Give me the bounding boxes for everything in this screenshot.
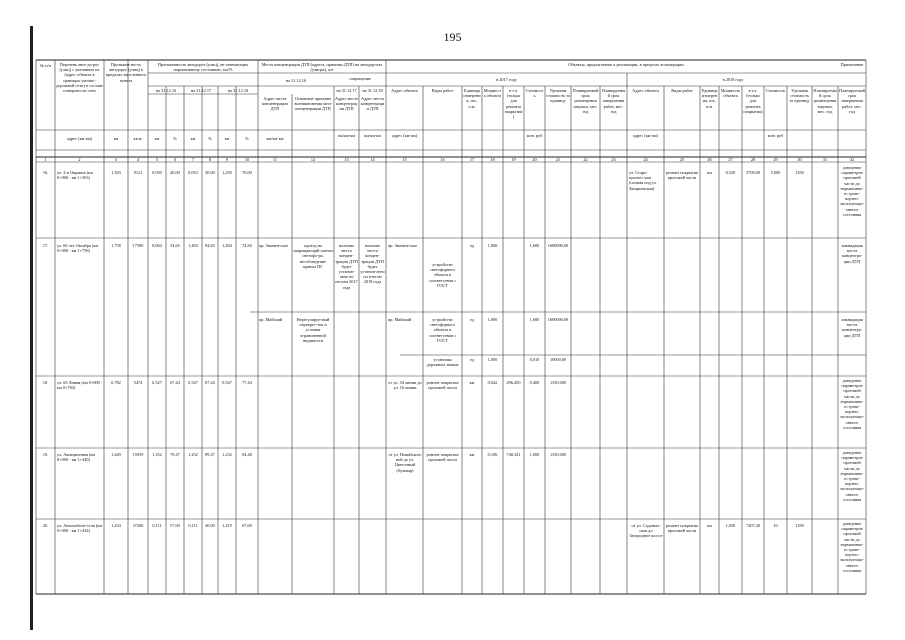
row-road: ул. Авиационная (км 0+000 - км 1+449): [57, 452, 96, 463]
header-2018: в 2018 году: [722, 77, 744, 82]
col-number: 13: [344, 157, 349, 162]
row-addr17: от ул. 34 линии до ул. 16 линии: [388, 380, 422, 391]
header-note: Примечание: [840, 62, 864, 67]
col-number: 27: [728, 157, 733, 162]
row-works18: ремонт покрытия проезжей части: [666, 523, 698, 534]
header-dtp-17: на 31.12.17: [336, 88, 357, 93]
row-cost17: 1,600: [529, 317, 540, 322]
unit-2: адрес (км-км): [66, 136, 93, 141]
header-num: № п/п: [40, 63, 51, 68]
sub-16: Виды работ: [431, 88, 454, 93]
row-note: доведение параметров проезжей части до нормативно-го транс-портно-эксплуатаци-онного состояния: [840, 378, 864, 430]
col-number: 7: [191, 157, 195, 162]
page-number: 195: [443, 30, 462, 44]
header-nonnorm-17: на 31.12.17: [190, 88, 212, 93]
row-addr17: пр. Майский: [388, 317, 412, 322]
row-udel17: 1600000,00: [547, 243, 569, 248]
col-number: 26: [707, 157, 712, 162]
header-nonnorm: Протяженность автодорог (улиц), не отвечающих нормативному состоянию, км/%: [157, 62, 249, 72]
row-pct16: 67,44: [170, 380, 180, 385]
row-len: 1,303: [111, 170, 121, 175]
sub-27: Мощность объекта: [720, 88, 741, 99]
row-unit17b: ед: [469, 357, 475, 362]
row-area: 17580: [132, 243, 144, 248]
row-km18: 0,547: [222, 380, 232, 385]
row-km16: 0,111: [152, 523, 162, 528]
row-works17: ремонт покрытия проезжей части: [426, 452, 459, 463]
row-num: 16.: [42, 170, 49, 175]
row-area: 5474: [133, 380, 143, 385]
header-dtp-reason: Основные причины возникновения мест концентрации ДТП: [294, 96, 332, 112]
row-works17: устройство светофорного объекта в соответствии с ГОСТ: [428, 262, 457, 288]
row-dtp-reason: Нерегулируе-мый перекрес-ток и условия ограниченной видимости: [296, 317, 330, 343]
unit-11: км/км-км: [266, 136, 284, 141]
row-pct17: 40,00: [205, 523, 215, 528]
row-road: ул. 65 Линия (км 0+000 - км 0+782): [57, 380, 103, 391]
row-pct17: 20,00: [205, 170, 215, 175]
row-num: 17.: [42, 243, 49, 248]
row-cost18: 5,000: [770, 170, 781, 175]
row-pct16: 40,00: [170, 170, 180, 175]
header-dtp-addr18: Адрес места концентрации ДТП: [360, 96, 385, 112]
col-number: 3: [114, 157, 118, 162]
sub-23: Планируемый срок завершения работ, мес. год: [601, 88, 626, 114]
header-2017: в 2017 году: [496, 77, 517, 82]
row-power17b: 1,000: [487, 357, 498, 362]
sub-19: в т.ч. (только для ремонта покрытия): [504, 88, 523, 120]
row-road: ул. Автомобиле-стоя (км 0+000 - км 1+434): [57, 523, 103, 534]
sub-31: Планируемый срок размещения закупки, мес. год: [813, 88, 837, 114]
sub-15: Адрес объекта: [391, 88, 418, 93]
row-km16: 0,527: [152, 380, 162, 385]
row-dtp-addr: пр. Майский: [259, 317, 283, 322]
row-cost17: 0,400: [529, 380, 540, 385]
col-number: 17: [469, 157, 475, 162]
row-pct18: 67,00: [242, 523, 252, 528]
row-unit17: км: [469, 452, 475, 457]
unit-8: %: [208, 136, 212, 141]
row-area: 9121: [133, 170, 143, 175]
row-len: 1,758: [111, 243, 121, 248]
row-works18: ремонт покрытия проезжей части: [666, 170, 698, 181]
row-pct17: 89,47: [205, 452, 215, 457]
row-unit17: ед: [469, 243, 475, 248]
header-objects: Объекты, предлагаемые к реализации, в пределах агломерации: [568, 62, 684, 67]
row-area18: 7407,40: [746, 523, 760, 528]
row-pct16: 57,00: [170, 523, 180, 528]
unit-7: км: [190, 136, 196, 141]
unit-20: млн. руб: [526, 133, 543, 138]
row-road: ул. 2-я Окраина (км 0+000 - км 1+303): [57, 170, 93, 181]
col-number: 21: [555, 157, 561, 162]
sub-24: Адрес объекта: [632, 88, 659, 93]
unit-15: адрес (км-км): [391, 133, 418, 138]
header-road: Перечень авто-до-рог (улиц) с указанием их (адрес объекта в границах улично-дорожной сети) в составе поверхности сети: [56, 62, 103, 94]
row-area17: 740,341: [506, 452, 521, 457]
row-km18: 1,232: [222, 452, 232, 457]
row-pct18: 77,44: [242, 380, 252, 385]
header-dtp-addr17: Адрес места концентрации ДТП: [335, 96, 358, 112]
unit-9: км: [224, 136, 230, 141]
row-addr18: ул. Старо-купечес-кая (полная под ул. Захарьевская): [629, 170, 657, 191]
row-num: 18.: [42, 380, 49, 385]
unit-24: адрес (км-км): [632, 133, 659, 138]
col-number: 20: [532, 157, 537, 162]
row-power17: 0,042: [487, 380, 498, 385]
col-number: 12: [310, 157, 316, 162]
sub-20: Стоимость: [525, 88, 544, 99]
col-number: 10: [244, 157, 250, 162]
unit-14: км/км-км: [363, 133, 382, 138]
row-num: 20.: [42, 523, 49, 528]
col-number: 6: [173, 157, 177, 162]
row-udel17: 1350,000: [549, 380, 567, 385]
header-nonnorm-16: на 31.12.16: [155, 88, 177, 93]
unit-6: %: [173, 136, 177, 141]
row-pct18: 74,84: [242, 243, 252, 248]
col-number: 16: [440, 157, 445, 162]
sub-32: Планируемый срок завершения работ, мес. год: [839, 88, 865, 114]
sub-25: Виды работ: [671, 88, 693, 93]
row-area: 37206: [132, 523, 144, 528]
row-power17: 0,106: [487, 452, 498, 457]
row-len: 1,449: [111, 452, 121, 457]
sub-22: Планируемый срок размещения закупки, мес. год: [572, 88, 599, 114]
row-addr18: от ул. Садовых-ская до Загородное шоссе: [629, 523, 663, 539]
col-number: 1: [44, 157, 47, 162]
unit-29: млн. руб: [767, 133, 784, 138]
col-number: 14: [370, 157, 375, 162]
header-dtp-18: на 31.12.18: [362, 88, 383, 93]
row-addr17: пр. Знамен-ское: [388, 243, 418, 248]
col-number: 8: [208, 157, 212, 162]
row-num: 19.: [42, 452, 49, 457]
col-number: 32: [849, 157, 855, 162]
row-udel18: 1350: [795, 523, 804, 528]
row-note: ликвидация места концентра-ции ДТП: [841, 317, 863, 338]
header-length: Протяжен-ность автодорог (улиц) в пределах населенного пункта: [105, 62, 147, 83]
row-unit17: км: [469, 380, 475, 385]
row-km18: 1,494: [222, 243, 232, 248]
row-dtp18: наличие места концен-трации ДТП будет установ-лено по итогам 2018 года: [360, 243, 385, 285]
row-cost17: 1,600: [529, 243, 540, 248]
col-number: 2: [78, 157, 81, 162]
sub-26: Единица измерения, шт., п.м.: [701, 88, 718, 109]
row-unit17: ед: [469, 317, 475, 322]
sub-18: Мощность объекта: [483, 88, 502, 99]
row-km18: 1,250: [222, 170, 232, 175]
row-road: ул. 60 лет Октября (км 0+000 - км 1+758): [57, 243, 99, 254]
col-number: 28: [750, 157, 756, 162]
col-number: 11: [272, 157, 278, 162]
row-pct17: 84,65: [205, 243, 215, 248]
row-area17: 296,200: [506, 380, 521, 385]
row-udel17: 1600000,00: [547, 317, 569, 322]
row-pct16: 79,47: [170, 452, 180, 457]
row-km16: 1,352: [152, 452, 162, 457]
row-km17: 0,111: [188, 523, 198, 528]
row-note: доведение параметров проезжей части до нормативно-го транс-портно-эксплуатаци-онного состояния: [840, 165, 864, 217]
row-cost17b: 0,010: [529, 357, 540, 362]
row-note: доведение параметров проезжей части до нормативно-го транс-портно-эксплуатаци-онного состояния: [840, 521, 864, 573]
row-pct16: 54,65: [170, 243, 180, 248]
col-number: 19: [511, 157, 516, 162]
row-km16: 0,050: [152, 170, 162, 175]
row-power18: 0,520: [725, 170, 736, 175]
header-nonnorm-18: на 31.12.18: [227, 88, 249, 93]
col-number: 4: [136, 157, 140, 162]
row-dtp-reason: проезд на запрещающий сигнал светофо-ра, несоблюдение правил ПС: [293, 243, 333, 269]
row-km18: 1,219: [222, 523, 232, 528]
row-len: 0,782: [111, 380, 121, 385]
row-len: 1,434: [111, 523, 121, 528]
row-power17: 1,000: [487, 317, 498, 322]
sub-21: Удельная стоимость за единицу: [546, 88, 570, 104]
row-udel17b: 10000,00: [549, 357, 567, 362]
row-cost18: 10: [773, 523, 778, 528]
unit-5: км: [154, 136, 160, 141]
row-unit18: км: [707, 523, 712, 528]
col-number: 15: [402, 157, 407, 162]
row-km17: 0,053: [188, 170, 198, 175]
col-number: 23: [611, 157, 616, 162]
row-note: ликвидация места концентра-ции ДТП: [841, 243, 863, 264]
row-works17: ремонт покрытия проезжей части: [426, 380, 459, 391]
unit-4: кв.м.: [133, 136, 143, 141]
col-number: 31: [822, 157, 828, 162]
col-number: 24: [643, 157, 648, 162]
row-works17: устройство светофорного объекта в соответствии с ГОСТ: [428, 317, 457, 343]
header-dtp-addr: Адрес места концентрации ДТП: [262, 96, 288, 112]
row-unit18: км: [707, 170, 712, 175]
row-km16: 0,064: [152, 243, 162, 248]
row-pct17: 87,44: [205, 380, 215, 385]
row-pct18: 70,00: [242, 170, 252, 175]
col-number: 18: [490, 157, 495, 162]
sub-17: Единица измерения, шт., п.м.: [463, 88, 481, 109]
sub-29: Стоимость: [765, 88, 786, 93]
header-dtp-reduce: сокращение: [349, 76, 371, 81]
row-area18: 3700,00: [746, 170, 760, 175]
row-cost17: 1,000: [529, 452, 540, 457]
col-number: 5: [155, 157, 159, 162]
unit-13: км/км-км: [337, 133, 356, 138]
col-number: 25: [679, 157, 685, 162]
row-power17: 1,000: [487, 243, 498, 248]
row-km17: 1,494: [188, 243, 198, 248]
row-works17b: установка дорожных знаков: [426, 357, 459, 368]
row-addr17: от ул. Новийского ной до ул. Цветочный (бульвар): [388, 452, 422, 473]
row-km17: 0,547: [188, 380, 198, 385]
sub-30: Удельная стоимость за единицу: [789, 88, 810, 104]
row-dtp-addr: пр. Знамен-ское: [259, 243, 289, 248]
col-number: 9: [225, 157, 229, 162]
row-area: 15939: [132, 452, 144, 457]
row-dtp17: наличие места концен-трации ДТП будет установ-лено по итогам 2017 года: [335, 243, 358, 290]
row-note: доведение параметров проезжей части до нормативно-го транс-портно-эксплуатаци-онного состояния: [840, 450, 864, 502]
header-dtp-16: на 31.12.16: [285, 78, 307, 83]
row-udel17: 1350,000: [549, 452, 567, 457]
unit-10: %: [245, 136, 249, 141]
header-dtp: Места концентрации ДТП (адреса, причины ДТП) на автодорогах (улицах), шт: [261, 62, 383, 72]
col-number: 30: [797, 157, 802, 162]
row-pct18: 84,48: [242, 452, 252, 457]
row-power18: 1,058: [725, 523, 736, 528]
unit-3: км: [113, 136, 119, 141]
sub-28: в т.ч. (только для ремонта покрытия): [743, 88, 763, 114]
row-km17: 1,252: [188, 452, 198, 457]
row-udel18: 1350: [795, 170, 804, 175]
col-number: 29: [773, 157, 778, 162]
col-number: 22: [583, 157, 588, 162]
